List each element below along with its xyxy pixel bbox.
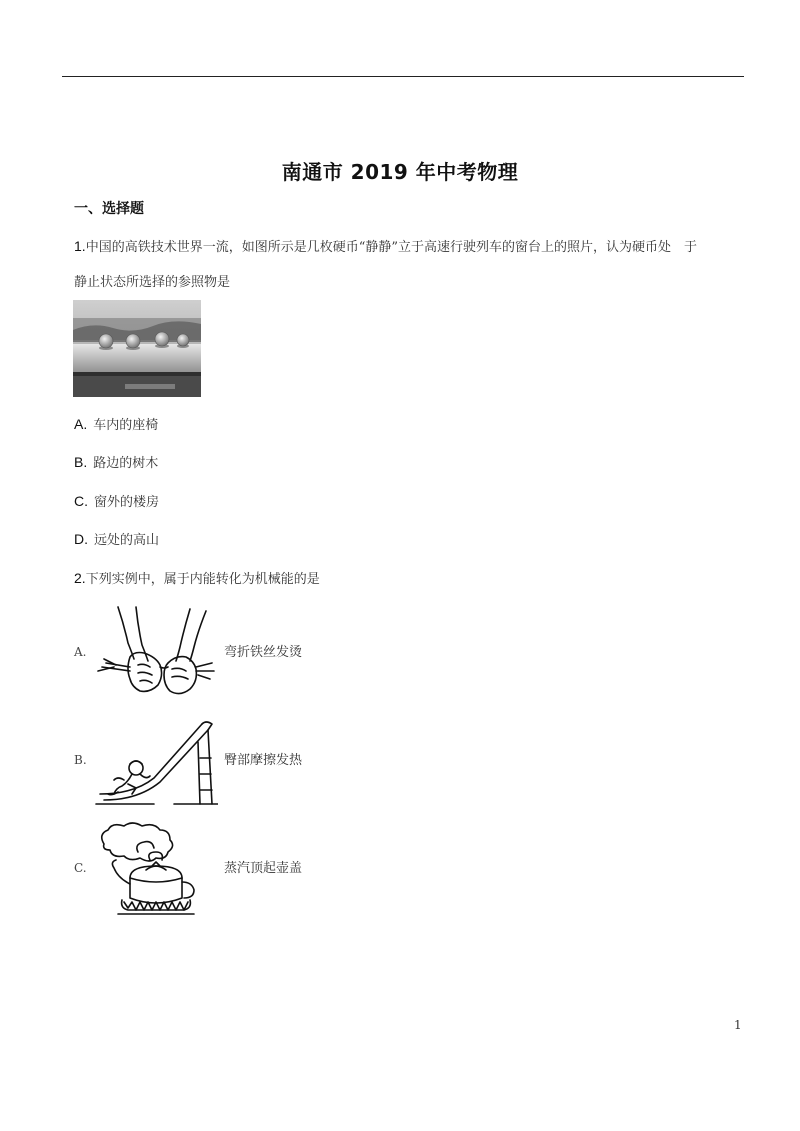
q2-option-c-text: 蒸汽顶起壶盖	[224, 861, 303, 876]
question-2-line	[74, 568, 320, 587]
q1-option-b-letter: B.	[74, 454, 88, 470]
q2-option-a-letter: A.	[74, 645, 87, 659]
question-1-text-1: 中国的高铁技术世界一流，如图所示是几枚硬币“静静”立于高速行驶列车的窗台上的照片，认为硬币处 于	[85, 240, 697, 255]
q2-option-a-text: 弯折铁丝发烫	[224, 645, 303, 660]
coins-on-train-window-photo	[73, 300, 201, 397]
q1-option-d-letter: D.	[74, 531, 88, 547]
page-number: 1	[734, 1018, 742, 1032]
header-rule	[62, 76, 744, 77]
question-2-number: 2.	[74, 570, 86, 586]
q2-option-b-letter: B.	[74, 753, 87, 767]
hands-bending-wire-icon	[94, 605, 218, 700]
q1-option-a-text: 车内的座椅	[93, 418, 159, 433]
q1-option-d-text: 远处的高山	[94, 533, 160, 548]
q2-option-c-letter: C.	[74, 861, 87, 875]
q1-option-a-letter: A.	[74, 416, 88, 432]
q1-option-c-letter: C.	[74, 493, 88, 509]
q1-option-c	[74, 491, 159, 510]
q2-option-b-text: 臀部摩擦发热	[224, 753, 303, 768]
question-2-text: 下列实例中，属于内能转化为机械能的是	[85, 572, 320, 587]
q1-option-b-text: 路边的树木	[93, 456, 159, 471]
section-heading: 一、选择题	[74, 201, 144, 217]
q1-option-a	[74, 414, 158, 433]
question-1-line-1	[74, 236, 697, 255]
steam-kettle-icon	[94, 822, 218, 918]
child-on-slide-icon	[94, 718, 218, 808]
question-1-text-2: 静止状态所选择的参照物是	[74, 275, 231, 290]
q1-option-d	[74, 529, 159, 548]
question-1-number: 1.	[74, 238, 86, 254]
q1-option-b	[74, 452, 158, 471]
page-title: 南通市 2019 年中考物理	[281, 160, 519, 184]
q1-option-c-text: 窗外的楼房	[94, 495, 160, 510]
